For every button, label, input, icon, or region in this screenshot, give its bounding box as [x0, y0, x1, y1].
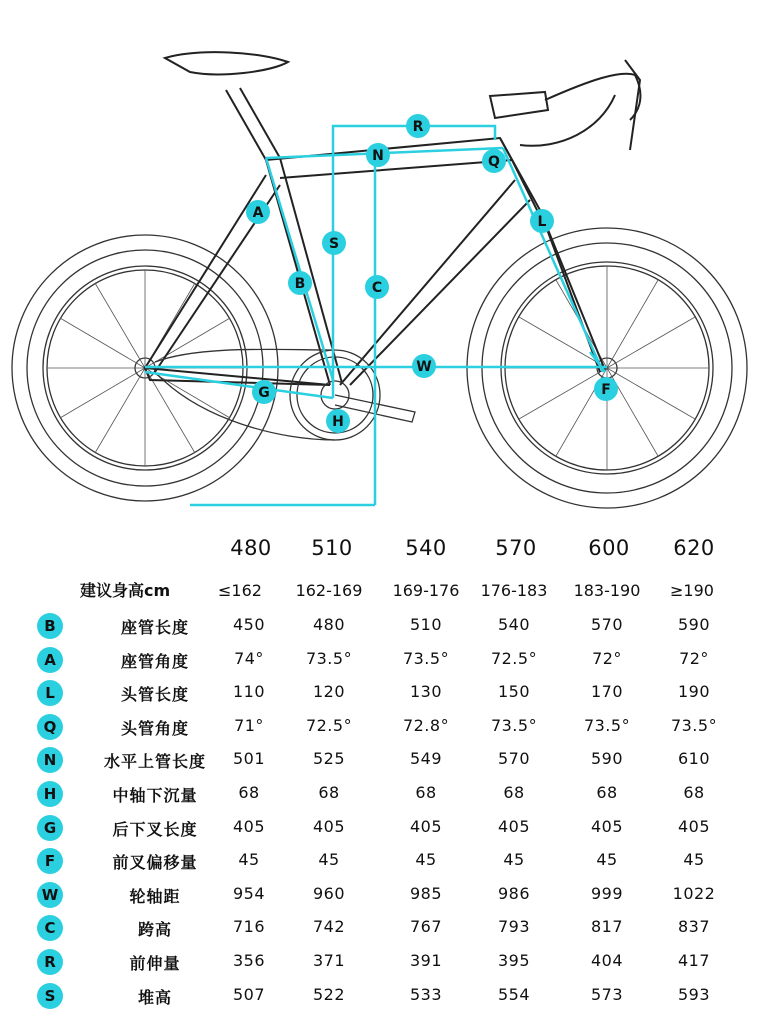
- row-value: 480: [312, 615, 346, 634]
- row-value: 73.5°: [490, 715, 538, 735]
- row-value: 450: [232, 615, 266, 634]
- geometry-row: [0, 778, 768, 810]
- row-value: 954: [232, 883, 266, 903]
- row-value: 45: [238, 850, 260, 870]
- callout-N: [366, 143, 390, 167]
- svg-text:R: R: [412, 119, 424, 135]
- callout-H: [326, 409, 350, 433]
- row-badge: B: [37, 613, 63, 639]
- row-value: 1022: [672, 883, 716, 903]
- rider-height-value: ≤162: [218, 581, 262, 600]
- row-value: 72.5°: [490, 648, 538, 668]
- callout-A: [246, 200, 270, 224]
- svg-text:H: H: [332, 414, 344, 430]
- row-value: 570: [590, 615, 624, 634]
- row-value: 68: [683, 783, 705, 802]
- svg-text:L: L: [537, 214, 547, 230]
- geometry-row: [0, 644, 768, 676]
- rider-height-value: 176-183: [480, 581, 548, 600]
- row-label: 水平上管长度: [103, 752, 206, 772]
- row-label: 堆高: [137, 987, 172, 1007]
- svg-text:N: N: [372, 148, 384, 164]
- geometry-row: [0, 845, 768, 877]
- row-value: 960: [312, 883, 346, 903]
- row-value: 73.5°: [583, 715, 631, 735]
- row-badge: L: [37, 680, 63, 706]
- row-value: 593: [677, 984, 711, 1004]
- callout-B: [288, 271, 312, 295]
- row-value: 120: [312, 682, 346, 702]
- row-value: 793: [497, 917, 531, 937]
- row-badge: N: [37, 747, 63, 773]
- row-value: 73.5°: [305, 648, 353, 668]
- row-value: 417: [677, 951, 711, 970]
- size-header: 510: [311, 536, 353, 560]
- row-value: 573: [590, 984, 624, 1004]
- row-label: 座管角度: [120, 651, 189, 671]
- row-value: 356: [232, 951, 266, 970]
- row-value: 130: [409, 682, 443, 702]
- row-value: 405: [312, 816, 346, 836]
- row-value: 525: [312, 749, 346, 769]
- callout-C: [365, 275, 389, 299]
- row-value: 72°: [592, 648, 622, 668]
- row-value: 371: [312, 951, 346, 970]
- svg-text:F: F: [601, 382, 611, 398]
- size-header: 620: [673, 536, 715, 560]
- row-value: 45: [503, 850, 525, 870]
- row-value: 510: [409, 615, 443, 634]
- row-value: 73.5°: [670, 715, 718, 735]
- row-label: 头管长度: [120, 685, 189, 705]
- svg-text:S: S: [328, 236, 340, 252]
- row-label: 后下叉长度: [112, 819, 198, 839]
- row-value: 540: [497, 615, 531, 634]
- row-value: 999: [590, 883, 624, 903]
- row-value: 74°: [234, 648, 264, 668]
- svg-text:A: A: [252, 205, 264, 221]
- row-value: 68: [596, 783, 618, 802]
- row-value: 610: [677, 749, 711, 769]
- row-value: 742: [312, 917, 346, 937]
- row-value: 405: [497, 816, 531, 836]
- row-value: 590: [590, 749, 624, 769]
- row-value: 570: [497, 749, 531, 769]
- row-label: 头管角度: [120, 718, 189, 738]
- row-value: 68: [503, 783, 525, 802]
- row-label: 前叉偏移量: [112, 853, 198, 873]
- row-value: 716: [232, 917, 266, 937]
- row-value: 45: [683, 850, 705, 870]
- callout-F: [594, 377, 618, 401]
- geometry-row: [0, 610, 768, 642]
- row-badge: C: [37, 915, 63, 941]
- rider-height-value: 183-190: [573, 581, 641, 600]
- row-value: 590: [677, 615, 711, 634]
- svg-text:Q: Q: [488, 154, 500, 170]
- row-value: 150: [497, 682, 531, 702]
- row-value: 391: [409, 951, 443, 970]
- row-value: 110: [232, 682, 266, 702]
- geometry-row: [0, 980, 768, 1012]
- geometry-row: [0, 879, 768, 911]
- row-label: 中轴下沉量: [112, 786, 198, 805]
- callout-L: [530, 209, 554, 233]
- row-badge: G: [37, 815, 63, 841]
- size-header: 570: [495, 536, 537, 560]
- row-value: 533: [409, 984, 443, 1004]
- callout-S: [322, 231, 346, 255]
- rider-height-label: 建议身高cm: [80, 581, 171, 600]
- callout-G: [252, 380, 276, 404]
- row-badge: H: [37, 781, 63, 807]
- row-value: 767: [409, 917, 443, 937]
- svg-text:G: G: [258, 385, 270, 401]
- row-value: 45: [318, 850, 340, 870]
- row-value: 68: [415, 783, 437, 802]
- geometry-row: [0, 946, 768, 978]
- row-value: 554: [497, 984, 531, 1004]
- row-value: 72.5°: [305, 715, 353, 735]
- svg-text:W: W: [416, 359, 432, 375]
- geometry-row: [0, 744, 768, 776]
- callout-Q: [482, 149, 506, 173]
- row-value: 405: [232, 816, 266, 836]
- geometry-row: [0, 812, 768, 844]
- row-value: 501: [232, 749, 266, 769]
- svg-text:B: B: [294, 276, 306, 292]
- row-value: 190: [677, 682, 711, 702]
- row-value: 395: [497, 951, 531, 970]
- row-value: 71°: [234, 715, 264, 735]
- size-header: 480: [230, 536, 272, 560]
- row-value: 405: [677, 816, 711, 836]
- row-badge: F: [37, 848, 63, 874]
- callout-W: [412, 354, 436, 378]
- row-value: 68: [238, 783, 260, 802]
- row-value: 45: [596, 850, 618, 870]
- row-value: 522: [312, 984, 346, 1004]
- row-label: 跨高: [137, 920, 172, 940]
- row-label: 前伸量: [129, 954, 181, 973]
- row-badge: S: [37, 983, 63, 1009]
- row-value: 45: [415, 850, 437, 870]
- row-value: 170: [590, 682, 624, 702]
- row-value: 837: [677, 917, 711, 937]
- row-value: 73.5°: [402, 648, 450, 668]
- size-header: 600: [588, 536, 630, 560]
- callout-R: [406, 114, 430, 138]
- bike-frame: [145, 52, 640, 385]
- rider-height-value: 169-176: [392, 581, 460, 600]
- row-value: 405: [590, 816, 624, 836]
- geometry-row: [0, 677, 768, 709]
- row-value: 72.8°: [402, 715, 450, 735]
- size-header: 540: [405, 536, 447, 560]
- svg-text:C: C: [371, 280, 383, 296]
- row-badge: A: [37, 647, 63, 673]
- rider-height-value: 162-169: [295, 581, 363, 600]
- row-value: 986: [497, 883, 531, 903]
- row-badge: Q: [37, 714, 63, 740]
- row-value: 507: [232, 984, 266, 1004]
- row-value: 68: [318, 783, 340, 802]
- row-value: 72°: [679, 648, 709, 668]
- geometry-row: [0, 912, 768, 944]
- row-value: 817: [590, 917, 624, 937]
- row-value: 404: [590, 951, 624, 970]
- row-value: 405: [409, 816, 443, 836]
- row-value: 985: [409, 883, 443, 903]
- row-label: 轮轴距: [129, 886, 181, 906]
- rider-height-value: ≥190: [670, 581, 714, 600]
- row-badge: R: [37, 949, 63, 975]
- geometry-row: [0, 711, 768, 743]
- row-label: 座管长度: [120, 618, 189, 637]
- row-badge: W: [37, 882, 63, 908]
- row-value: 549: [409, 749, 443, 769]
